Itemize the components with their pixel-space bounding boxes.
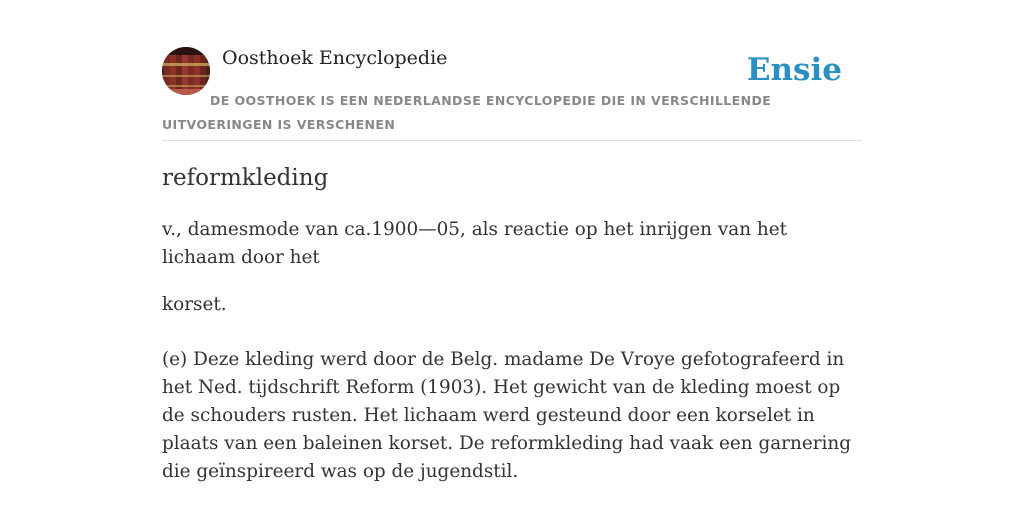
encyclopedia-books-icon[interactable] <box>162 47 210 95</box>
source-tagline: DE OOSTHOEK IS EEN NEDERLANDSE ENCYCLOPEDIE DIE IN VERSCHILLENDE UITVOERINGEN IS VERSCHENEN <box>162 93 772 132</box>
entry-title: reformkleding <box>162 165 329 191</box>
site-header <box>162 46 862 141</box>
entry-paragraph: korset. <box>162 294 227 315</box>
source-name-link[interactable]: Oosthoek Encyclopedie <box>222 47 448 69</box>
entry-content <box>162 160 862 486</box>
entry-paragraph: v., damesmode van ca.1900—05, als reactie op het inrijgen van het lichaam door het <box>162 219 788 268</box>
entry-paragraph: (e) Deze kleding werd door de Belg. madame De Vroye gefotografeerd in het Ned. tijdschrift Reform (1903). Het gewicht van de kleding moest op de schouders rusten. Het lichaam werd gesteund door een korselet in plaats van een baleinen korset. De reformkleding had vaak een garnering die geïnspireerd was op de jugendstil. <box>162 349 851 482</box>
ensie-logo-link[interactable]: Ensie <box>746 52 842 88</box>
